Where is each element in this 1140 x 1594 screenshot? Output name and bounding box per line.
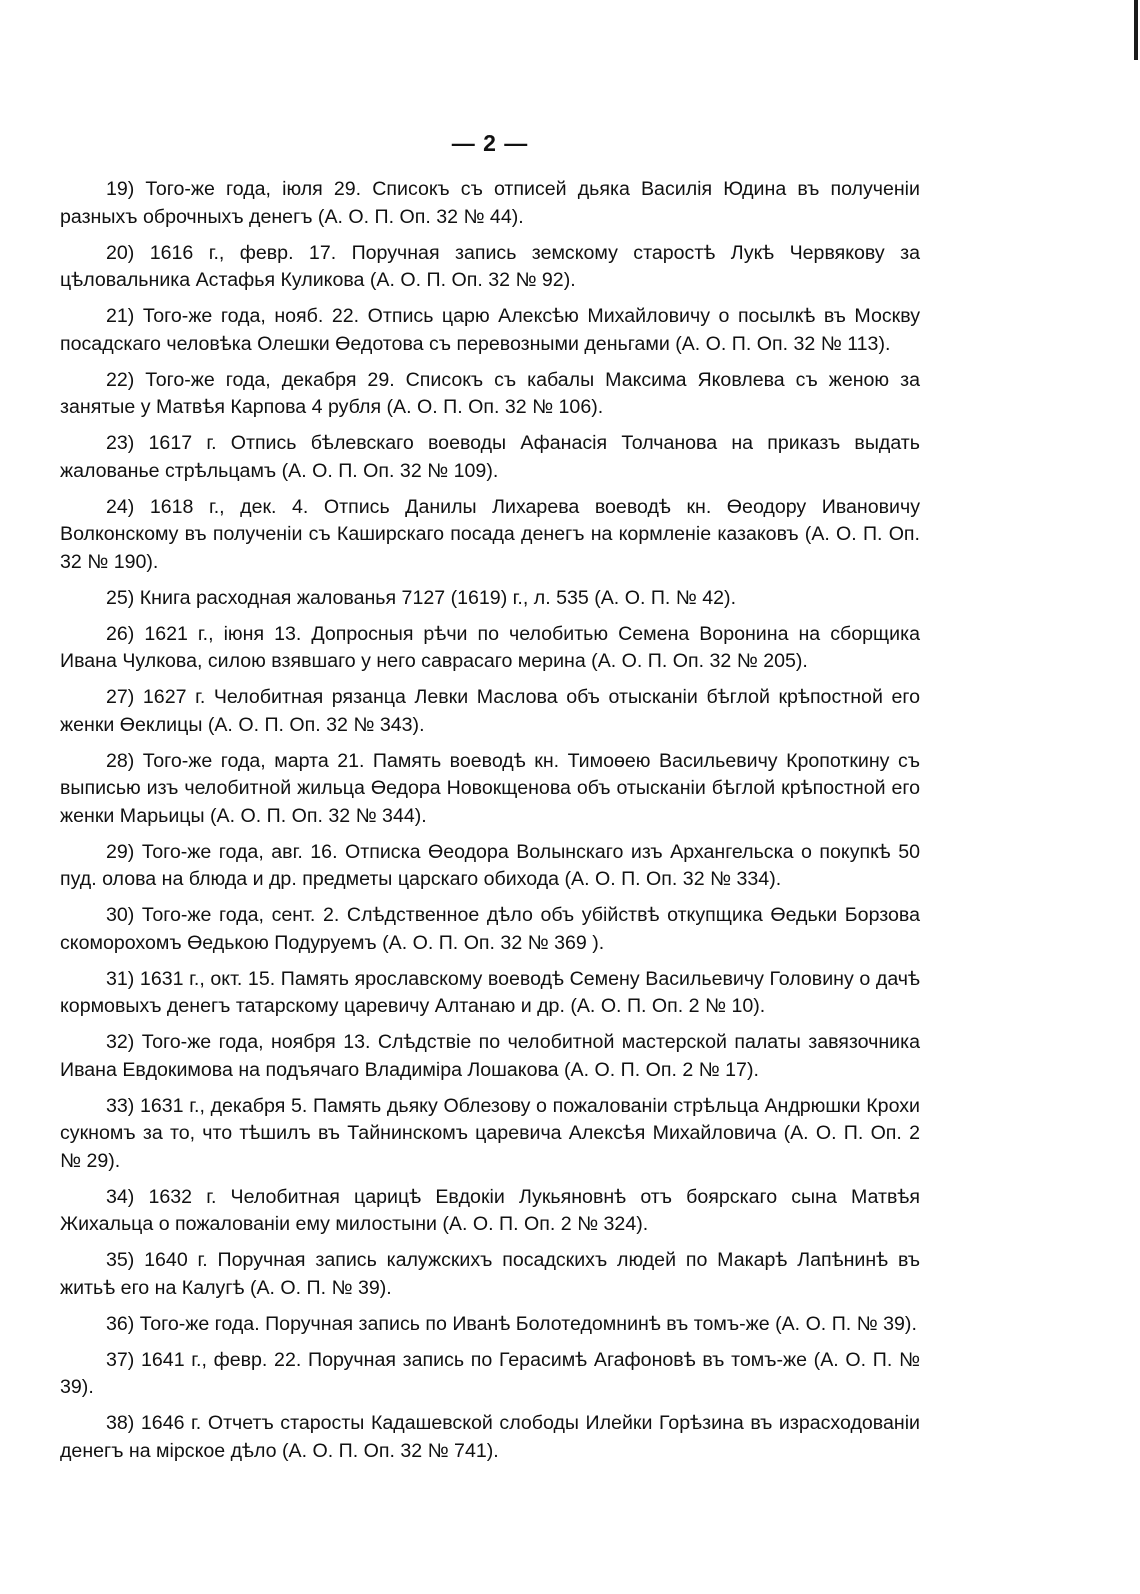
entry-28: 28) Того-же года, марта 21. Память воеводѣ кн. Тимоөею Васильевичу Кропоткину съ выписью изъ челобитной жильца Өедора Новокщенова объ отысканіи бѣглой крѣпостной его женки Марьицы (А. О. П. Оп. 32 № 344).	[60, 749, 920, 827]
entry-20: 20) 1616 г., февр. 17. Поручная запись земскому старостѣ Лукѣ Червякову за цѣловальника Астафья Куликова (А. О. П. Оп. 32 № 92).	[60, 241, 920, 291]
entry-23: 23) 1617 г. Отпись бѣлевскаго воеводы Афанасія Толчанова на приказъ выдать жалованье стрѣльцамъ (А. О. П. Оп. 32 № 109).	[60, 432, 920, 482]
entries-list	[60, 176, 920, 1474]
entry-37: 37) 1641 г., февр. 22. Поручная запись по Герасимѣ Агафоновѣ въ томъ-же (А. О. П. № 39).	[60, 1348, 920, 1398]
entry-19: 19) Того-же года, іюля 29. Списокъ съ отписей дьяка Василія Юдина въ полученіи разныхъ оброчныхъ денегъ (А. О. П. Оп. 32 № 44).	[60, 178, 920, 228]
entry-26: 26) 1621 г., іюня 13. Допросныя рѣчи по челобитью Семена Воронина на сборщика Ивана Чулкова, силою взявшаго у него саврасаго мерина (А. О. П. Оп. 32 № 205).	[60, 622, 920, 672]
scan-edge-mark	[1134, 0, 1138, 60]
entry-32: 32) Того-же года, ноября 13. Слѣдствіе по челобитной мастерской палаты завязочника Ивана Евдокимова на подъячаго Владиміра Лошакова (А. О. П. Оп. 2 № 17).	[60, 1031, 920, 1081]
entry-34: 34) 1632 г. Челобитная царицѣ Евдокіи Лукьяновнѣ отъ боярскаго сына Матвѣя Жихальца о пожалованіи ему милостыни (А. О. П. Оп. 2 № 324).	[60, 1185, 920, 1235]
entry-30: 30) Того-же года, сент. 2. Слѣдственное дѣло объ убійствѣ откупщика Өедьки Борзова скоморохомъ Өедькою Подуруемъ (А. О. П. Оп. 32 № 369 ).	[60, 904, 920, 954]
entry-27: 27) 1627 г. Челобитная рязанца Левки Маслова объ отысканіи бѣглой крѣпостной его женки Өеклицы (А. О. П. Оп. 32 № 343).	[60, 686, 920, 736]
page-number: — 2 —	[451, 130, 529, 156]
entry-25: 25) Книга расходная жалованья 7127 (1619) г., л. 535 (А. О. П. № 42).	[106, 586, 737, 609]
entry-33: 33) 1631 г., декабря 5. Память дьяку Облезову о пожалованіи стрѣльца Андрюшки Крохи сукномъ за то, что тѣшилъ въ Тайнинскомъ царевича Алексѣя Михайловича (А. О. П. Оп. 2 № 29).	[60, 1094, 920, 1172]
entry-21: 21) Того-же года, нояб. 22. Отпись царю Алексѣю Михайловичу о посылкѣ въ Москву посадскаго человѣка Олешки Өедотова съ перевозными деньгами (А. О. П. Оп. 32 № 113).	[60, 305, 920, 355]
entry-36: 36) Того-же года. Поручная запись по Иванѣ Болотедомнинѣ въ томъ-же (А. О. П. № 39).	[106, 1312, 917, 1335]
entry-24: 24) 1618 г., дек. 4. Отпись Данилы Лихарева воеводѣ кн. Өеодору Ивановичу Волконскому въ полученіи съ Каширскаго посада денегъ на кормленіе казаковъ (А. О. П. Оп. 32 № 190).	[60, 495, 920, 573]
entry-38: 38) 1646 г. Отчетъ старосты Кадашевской слободы Илейки Горѣзина въ израсходованіи денегъ на мірское дѣло (А. О. П. Оп. 32 № 741).	[60, 1412, 920, 1462]
entry-22: 22) Того-же года, декабря 29. Списокъ съ кабалы Максима Яковлева съ женою за занятые у Матвѣя Карпова 4 рубля (А. О. П. Оп. 32 № 106).	[60, 368, 920, 418]
entry-35: 35) 1640 г. Поручная запись калужскихъ посадскихъ людей по Макарѣ Лапѣнинѣ въ житьѣ его на Калугѣ (А. О. П. № 39).	[60, 1249, 920, 1299]
entry-29: 29) Того-же года, авг. 16. Отписка Өеодора Волынскаго изъ Архангельска о покупкѣ 50 пуд. олова на блюда и др. предметы царскаго обихода (А. О. П. Оп. 32 № 334).	[60, 840, 920, 890]
entry-31: 31) 1631 г., окт. 15. Память ярославскому воеводѣ Семену Васильевичу Головину о дачѣ кормовыхъ денегъ татарскому царевичу Алтанаю и др. (А. О. П. Оп. 2 № 10).	[60, 967, 920, 1017]
